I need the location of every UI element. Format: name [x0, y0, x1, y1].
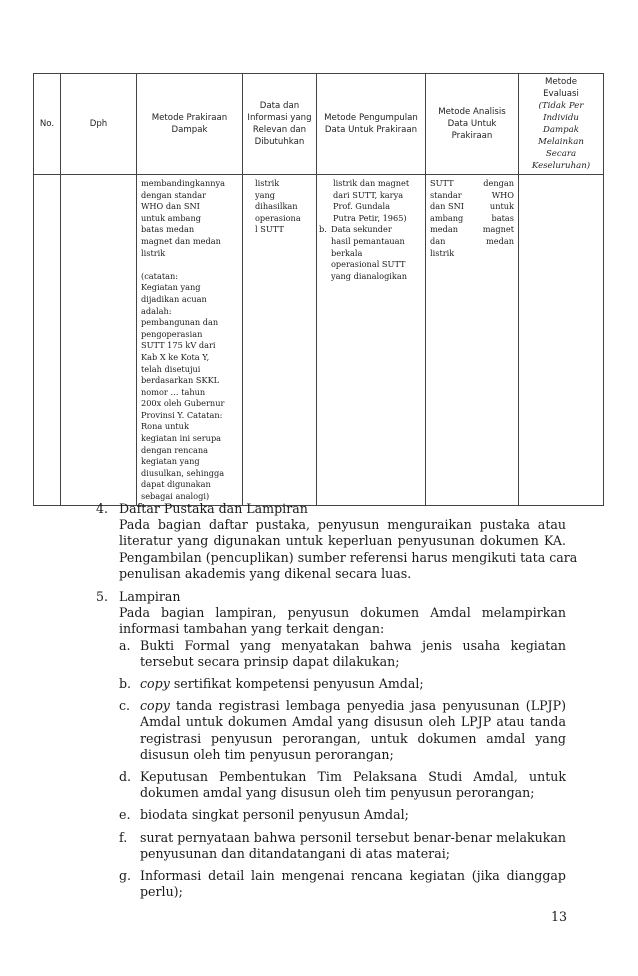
list-item [119, 830, 566, 862]
header-metode-analisis: Metode Analisis Data Untuk Prakiraan [426, 74, 519, 175]
cell-note-line: Kab X ke Kota Y, [141, 351, 210, 362]
paragraph-line: Pada bagian lampiran, penyusun dokumen Amdal melampirkan [119, 605, 566, 621]
cell-metode-prakiraan [137, 175, 243, 506]
list-item-letter: g. [119, 868, 132, 884]
cell-text-line: ambang batas [430, 212, 514, 223]
cell-note-line: sebagai analogi) [141, 491, 210, 502]
paragraph-line: Pada bagian daftar pustaka, penyusun menguraikan pustaka atau [119, 517, 566, 533]
cell-text-line: untuk ambang [141, 212, 201, 223]
cell-text-line: standar WHO [430, 189, 514, 200]
cell-text-line: Data sekunder [331, 224, 392, 235]
cell-note-line: SUTT 175 kV dari [141, 340, 216, 351]
cell-text-line: operasional SUTT [331, 259, 406, 270]
section-5-number: 5. [96, 589, 109, 604]
cell-note-line: diusulkan, sehingga [141, 467, 225, 478]
section-lampiran [96, 589, 566, 906]
cell-note-line: Kegiatan yang [141, 282, 201, 293]
cell-text-line: listrik dan magnet [333, 178, 410, 188]
cell-note-line: nomor … tahun [141, 386, 206, 397]
cell-text-line: WHO dan SNI [141, 201, 200, 212]
list-item-line: Bukti Formal yang menyatakan bahwa jenis usaha kegiatan [140, 637, 566, 653]
list-item [119, 698, 566, 763]
cell-note-line: dapat digunakan [141, 479, 211, 490]
list-item-line: Keputusan Pembentukan Tim Pelaksana Studi Amdal, untuk [140, 769, 566, 785]
list-item-line: Informasi detail lain mengenai rencana kegiatan (jika dianggap [140, 868, 566, 884]
paragraph-line: literatur yang digunakan untuk keperluan penyusunan dokumen KA. [119, 533, 566, 549]
impact-method-table [33, 73, 604, 506]
table-row [34, 175, 604, 506]
cell-note-line: pengoperasian [141, 328, 203, 339]
list-item-line: surat pernyataan bahwa personil tersebut benar-benar melakukan [140, 829, 566, 845]
list-item-line: Amdal untuk dokumen Amdal yang disusun oleh LPJP atau tanda [140, 714, 566, 730]
cell-no [34, 175, 61, 506]
cell-text-line: hasil pemantauan [331, 235, 405, 246]
cell-note-line: telah disetujui [141, 363, 201, 374]
list-item-line: biodata singkat personil penyusun Amdal; [140, 807, 409, 823]
list-item [119, 676, 566, 692]
page-number: 13 [551, 909, 568, 924]
section-5-title: Lampiran [119, 589, 181, 604]
cell-text-line: operasiona [255, 212, 301, 223]
cell-metode-evaluasi [519, 175, 604, 506]
cell-data-informasi [243, 175, 317, 506]
cell-metode-analisis: SUTT dengan standar WHO dan SNI untuk ambang batas medan magnet dan medan listrik [426, 175, 519, 506]
cell-text-line: Putra Petir, 1965) [333, 212, 407, 223]
cell-text-line: medan magnet [430, 224, 514, 235]
list-item [119, 769, 566, 801]
cell-text-line: yang dianalogikan [331, 270, 408, 281]
cell-text-line: dihasilkan [255, 201, 298, 212]
cell-text-line: dengan standar [141, 189, 207, 200]
header-no: No. [34, 74, 61, 175]
cell-text-line: dari SUTT, karya [333, 189, 404, 200]
header-metode-prakiraan: Metode Prakiraan Dampak [137, 74, 243, 175]
section-4-number: 4. [96, 501, 109, 516]
cell-metode-pengumpulan: listrik dan magnet dari SUTT, karya Prof. Gundala Putra Petir, 1965) b. Data sekunder hasil pemantauan berkala operasional SUTT yang dianalogikan [317, 175, 426, 506]
table-header-row [34, 74, 604, 175]
cell-text-line: SUTT dengan [430, 178, 514, 188]
list-item-letter: d. [119, 769, 132, 785]
list-item-letter: e. [119, 807, 131, 823]
cell-note-line: kegiatan ini serupa [141, 433, 222, 444]
cell-note-line: pembangunan dan [141, 317, 219, 328]
lampiran-list [96, 638, 566, 901]
list-item-letter: a. [119, 637, 131, 653]
list-item [119, 868, 566, 900]
header-dph: Dph [61, 74, 137, 175]
cell-note-line: 200x oleh Gubernur [141, 398, 225, 409]
list-item [119, 807, 566, 823]
cell-text-line: yang [255, 189, 276, 200]
cell-note-line: (catatan: [141, 270, 179, 281]
cell-text-line: listrik [141, 247, 166, 258]
cell-note-line: dijadikan acuan [141, 293, 207, 304]
cell-text-line: batas medan [141, 224, 195, 235]
section-4-title: Daftar Pustaka dan Lampiran [119, 501, 308, 516]
cell-note-line: berdasarkan SKKL [141, 375, 220, 386]
cell-text-line: dan SNI untuk [430, 201, 514, 212]
paragraph-line: informasi tambahan yang terkait dengan: [119, 621, 385, 637]
list-item-line: penyusunan dan ditandatangani di atas materai; [140, 845, 450, 861]
header-metode-evaluasi: Metode Evaluasi (Tidak Per Individu Dampak Melainkan Secara Keseluruhan) [519, 74, 604, 175]
cell-note-line: kegiatan yang [141, 456, 200, 467]
header-metode-pengumpulan: Metode Pengumpulan Data Untuk Prakiraan [317, 74, 426, 175]
list-item-letter: f. [119, 829, 128, 845]
cell-text-line: Prof. Gundala [333, 201, 391, 212]
list-item-line: perlu); [140, 884, 183, 900]
list-item-line: tersebut secara prinsip dapat dilakukan; [140, 653, 400, 669]
section-daftar-pustaka [96, 501, 578, 582]
cell-dph [61, 175, 137, 506]
cell-note-line: Rona untuk [141, 421, 189, 432]
header-data-informasi: Data dan Informasi yang Relevan dan Dibutuhkan [243, 74, 317, 175]
list-item-line: copy tanda registrasi lembaga penyedia jasa penyusunan (LPJP) [140, 698, 566, 714]
paragraph-line: Pengambilan (pencuplikan) sumber referensi harus mengikuti tata cara [119, 549, 578, 565]
list-item [119, 638, 566, 670]
list-item-line: copy sertifikat kompetensi penyusun Amdal; [140, 676, 424, 692]
cell-note-line: dengan rencana [141, 444, 209, 455]
cell-text-line: membandingkannya [141, 178, 226, 188]
list-item-letter: b. [119, 676, 132, 692]
paragraph-line: penulisan akademis yang dikenal secara luas. [119, 565, 412, 581]
cell-text-line: magnet dan medan [141, 235, 221, 246]
cell-text-line: l SUTT [255, 224, 284, 235]
cell-note-line: Provinsi Y. Catatan: [141, 409, 223, 420]
list-item-line: disusun oleh tim penyusun perorangan; [140, 746, 394, 762]
list-item-line: dokumen amdal yang disusun oleh tim penyusun perorangan; [140, 785, 535, 801]
list-item-letter: c. [119, 698, 131, 714]
list-item-line: registrasi penyusun perorangan, untuk dokumen amdal yang [140, 730, 566, 746]
cell-text-line: berkala [331, 247, 363, 258]
cell-text-line: dan medan [430, 235, 514, 246]
cell-text-line: listrik [255, 178, 280, 188]
cell-note-line: adalah: [141, 305, 172, 316]
